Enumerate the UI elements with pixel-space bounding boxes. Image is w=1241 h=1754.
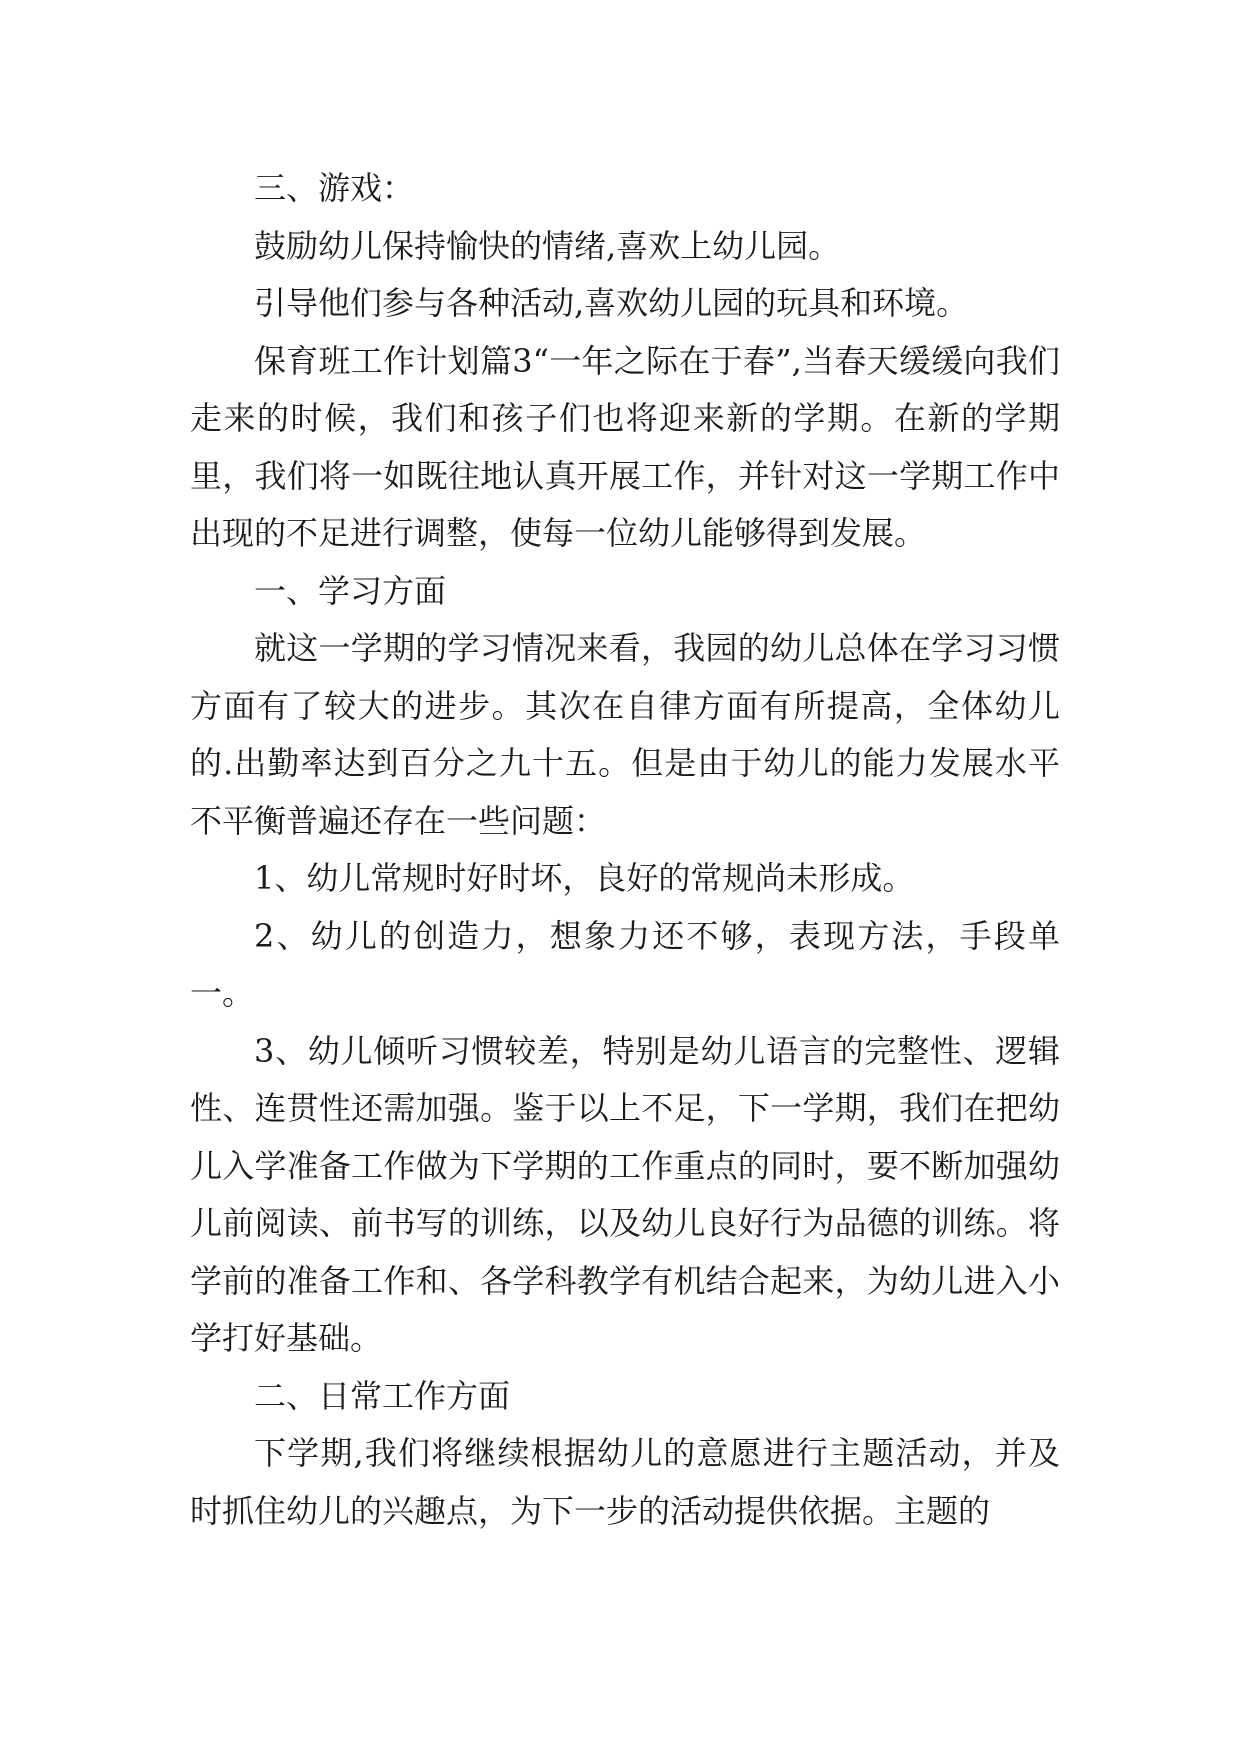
section-heading-games: 三、游戏： xyxy=(254,169,415,207)
paragraph-next-semester: 下学期,我们将继续根据幼儿的意愿进行主题活动，并及时抓住幼儿的兴趣点，为下一步的活动提供依据。主题的 xyxy=(190,1434,1060,1530)
paragraph-learning-status: 就这一学期的学习情况来看，我园的幼儿总体在学习习惯方面有了较大的进步。其次在自律方面有所提高，全体幼儿的.出勤率达到百分之九十五。但是由于幼儿的能力发展水平不平衡普遍还存在一些问题： xyxy=(190,629,1060,840)
document-body xyxy=(190,160,1060,1540)
paragraph-plan-intro: 保育班工作计划篇3“一年之际在于春”,当春天缓缓向我们走来的时候，我们和孩子们也将迎来新的学期。在新的学期里，我们将一如既往地认真开展工作，并针对这一学期工作中出现的不足进行调整，使每一位幼儿能够得到发展。 xyxy=(190,341,1060,552)
list-item-1: 1、幼儿常规时好时坏，良好的常规尚未形成。 xyxy=(254,859,915,897)
section-heading-learning: 一、学习方面 xyxy=(254,571,447,610)
paragraph-encourage-mood: 鼓励幼儿保持愉快的情绪,喜欢上幼儿园。 xyxy=(254,226,841,265)
section-heading-daily-work: 二、日常工作方面 xyxy=(254,1376,511,1415)
paragraph-guide-activities: 引导他们参与各种活动,喜欢幼儿园的玩具和环境。 xyxy=(254,284,969,322)
list-item-3: 3、幼儿倾听习惯较差，特别是幼儿语言的完整性、逻辑性、连贯性还需加强。鉴于以上不足，下一学期，我们在把幼儿入学准备工作做为下学期的工作重点的同时，要不断加强幼儿前阅读、前书写的训练，以及幼儿良好行为品德的训练。将学前的准备工作和、各学科教学有机结合起来，为幼儿进入小学打好基础。 xyxy=(190,1031,1060,1357)
list-item-2: 2、幼儿的创造力，想象力还不够，表现方法，手段单一。 xyxy=(190,916,1060,1012)
